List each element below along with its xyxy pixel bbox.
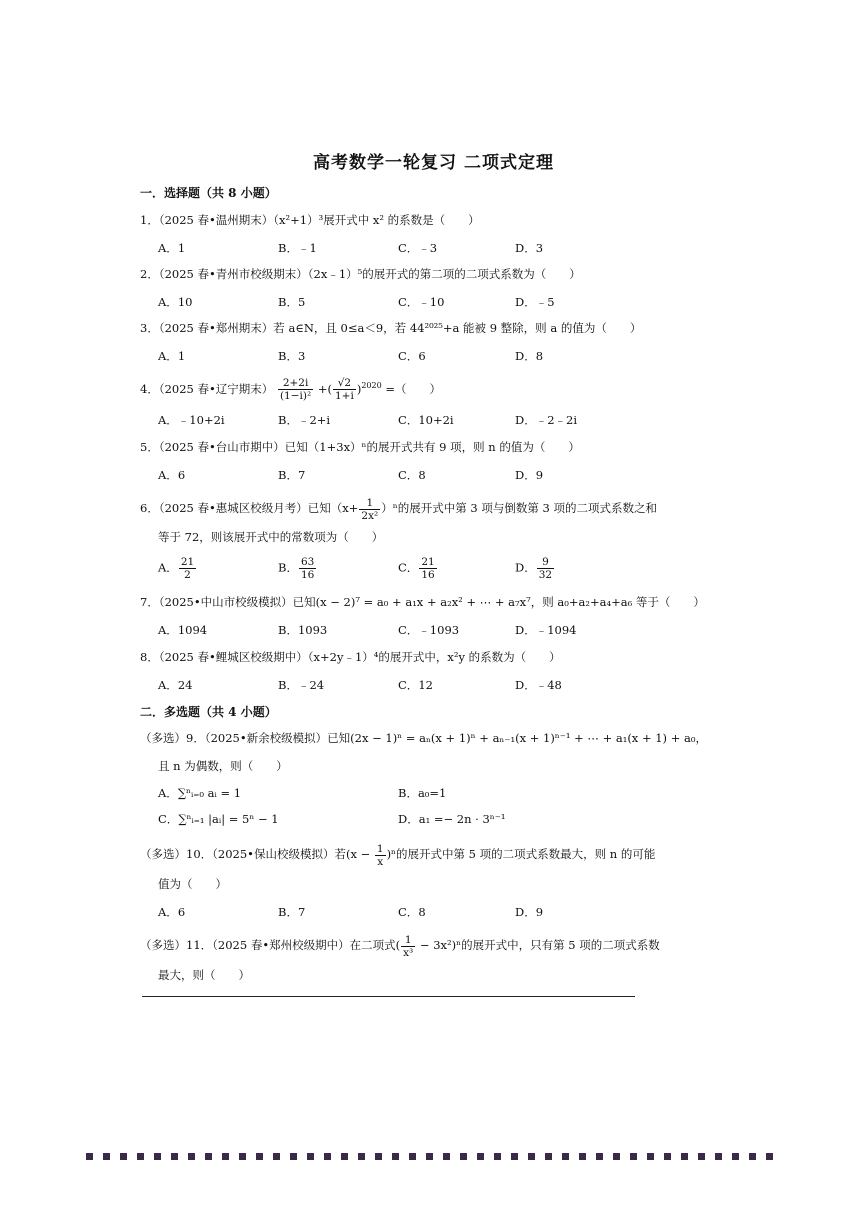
option-c: C．﹣1093 <box>398 623 460 637</box>
footer-dot <box>545 1153 552 1160</box>
footer-dot <box>698 1153 705 1160</box>
option-b: B．a₀=1 <box>398 786 447 800</box>
options-8 <box>158 677 678 697</box>
footer-dot <box>358 1153 365 1160</box>
option-d: D．﹣1094 <box>515 623 577 637</box>
footer-dot <box>647 1153 654 1160</box>
option-d: D．a₁ =− 2n · 3ⁿ⁻¹ <box>398 812 506 826</box>
option-c: C．6 <box>398 349 426 363</box>
option-b: B．3 <box>278 349 306 363</box>
footer-dot <box>341 1153 348 1160</box>
question-1: 1．（2025 春•温州期末）（x²+1）³展开式中 x² 的系数是（ ） <box>140 213 480 227</box>
footer-dot <box>477 1153 484 1160</box>
option-c: C．8 <box>398 468 426 482</box>
options-10 <box>158 904 678 924</box>
footer-dot <box>86 1153 93 1160</box>
option-a: A．6 <box>158 905 186 919</box>
option-b: B． $\frac{63}{16}$ <box>278 556 315 581</box>
question-5: 5．（2025 春•台山市期中）已知（1+3x）ⁿ的展开式共有 9 项，则 n 的值为（ ） <box>140 440 580 454</box>
fraction: $\frac{1}{\text{2x²}}$ <box>361 496 379 522</box>
footer-dot <box>766 1153 773 1160</box>
footer-dot <box>732 1153 739 1160</box>
footer-dot <box>290 1153 297 1160</box>
option-b: B．5 <box>278 295 306 309</box>
footer-dot <box>307 1153 314 1160</box>
option-b: B．﹣24 <box>278 678 325 692</box>
footer-dot <box>324 1153 331 1160</box>
footer-dot <box>681 1153 688 1160</box>
footer-dot <box>443 1153 450 1160</box>
question-10-line2: 值为（ ） <box>158 877 227 891</box>
footer-dot <box>426 1153 433 1160</box>
options-9-row2 <box>158 811 678 831</box>
option-a: A．1 <box>158 349 186 363</box>
footer-dot <box>579 1153 586 1160</box>
question-3: 3．（2025 春•郑州期末）若 a∈N，且 0≤a＜9，若 44²⁰²⁵+a 能被 9 整除，则 a 的值为（ ） <box>140 321 642 335</box>
fraction: $\frac{√2}{1+i}$ <box>335 377 354 403</box>
footer-dot <box>188 1153 195 1160</box>
options-4 <box>158 412 678 432</box>
option-b: B．1093 <box>278 623 328 637</box>
question-9-line2: 且 n 为偶数，则（ ） <box>158 759 288 773</box>
option-a: A．24 <box>158 678 193 692</box>
option-a: A．1094 <box>158 623 208 637</box>
page-title: 高考数学一轮复习 二项式定理 <box>313 153 554 173</box>
footer-dot <box>613 1153 620 1160</box>
question-8: 8．（2025 春•鲤城区校级期中）（x+2y﹣1）⁴的展开式中，x²y 的系数为（ ） <box>140 650 561 664</box>
footer-dot <box>392 1153 399 1160</box>
options-5 <box>158 467 678 487</box>
option-d: D．9 <box>515 905 544 919</box>
option-b: B．﹣1 <box>278 241 317 255</box>
question-6: 6．（2025 春•惠城区校级月考）已知（x+ $\frac{1}{\text{2x²}}$ ）ⁿ的展开式中第 3 项与倒数第 3 项的二项式系数之和 <box>140 496 657 522</box>
fraction: $\frac{2+2i}{\text{(1−i)²}}$ <box>279 377 312 403</box>
option-c: C．10+2i <box>398 413 454 427</box>
fraction: $\frac{1}{x}$ <box>376 842 384 868</box>
question-2: 2．（2025 春•青州市校级期末）（2x﹣1）⁵的展开式的第二项的二项式系数为（ ） <box>140 267 581 281</box>
option-a: A．1 <box>158 241 186 255</box>
footer-dot <box>222 1153 229 1160</box>
footer-dot <box>171 1153 178 1160</box>
footer-dot <box>375 1153 382 1160</box>
question-7: 7．（2025•中山市校级模拟）已知(x − 2)⁷ = a₀ + a₁x + a₂x² + ⋯ + a₇x⁷，则 a₀+a₂+a₄+a₆ 等于（ ） <box>140 595 705 609</box>
footer-dot <box>256 1153 263 1160</box>
footer-dot <box>205 1153 212 1160</box>
option-b: B．﹣2+i <box>278 413 331 427</box>
question-4: 4．（2025 春•辽宁期末） $\frac{2+2i}{\text{(1−i)²}}$ +( $\frac{√2}{1+i}$ )$^{2020}$ =（ ） <box>140 377 441 403</box>
option-b: B．7 <box>278 468 306 482</box>
options-1 <box>158 240 678 260</box>
option-d: D．﹣2﹣2i <box>515 413 578 427</box>
option-d: D．﹣48 <box>515 678 562 692</box>
option-d: D． $\frac{9}{32}$ <box>515 556 553 581</box>
footer-dot <box>460 1153 467 1160</box>
option-d: D．9 <box>515 468 544 482</box>
options-3 <box>158 348 678 368</box>
option-c: C．﹣3 <box>398 241 438 255</box>
footer-dot <box>630 1153 637 1160</box>
footer-dot <box>528 1153 535 1160</box>
option-d: D．﹣5 <box>515 295 555 309</box>
option-d: D．3 <box>515 241 544 255</box>
question-11-line2: 最大，则（ ） <box>158 968 250 982</box>
options-2 <box>158 294 678 314</box>
option-c: C．12 <box>398 678 433 692</box>
options-6 <box>158 556 678 586</box>
footer-dot <box>239 1153 246 1160</box>
question-10: （多选）10．（2025•保山校级模拟）若(x − $\frac{1}{x}$ )ⁿ的展开式中第 5 项的二项式系数最大，则 n 的可能 <box>140 842 656 868</box>
footer-dot <box>664 1153 671 1160</box>
option-d: D．8 <box>515 349 544 363</box>
footer-dot <box>120 1153 127 1160</box>
divider-line <box>142 996 635 997</box>
options-9-row1 <box>158 785 678 805</box>
footer-dot <box>596 1153 603 1160</box>
footer-dot <box>409 1153 416 1160</box>
option-c: C． $\frac{21}{16}$ <box>398 556 435 581</box>
question-6-line2: 等于 72，则该展开式中的常数项为（ ） <box>158 530 384 544</box>
question-11: （多选）11．（2025 春•郑州校级期中）在二项式( $\frac{1}{\text{x³}}$ − 3x²)ⁿ的展开式中，只有第 5 项的二项式系数 <box>140 933 660 959</box>
option-a: A．﹣10+2i <box>158 413 225 427</box>
footer-dot <box>273 1153 280 1160</box>
option-c: C．﹣10 <box>398 295 445 309</box>
fraction: $\frac{1}{\text{x³}}$ <box>403 933 414 959</box>
option-c: C．∑ⁿᵢ₌₁ |aᵢ| = 5ⁿ − 1 <box>158 812 279 826</box>
footer-dot <box>511 1153 518 1160</box>
section-heading-single: 一．选择题（共 8 小题） <box>140 186 277 200</box>
footer-dot <box>103 1153 110 1160</box>
option-a: A．∑ⁿᵢ₌₀ aᵢ = 1 <box>158 786 242 800</box>
option-a: A．6 <box>158 468 186 482</box>
footer-dot <box>494 1153 501 1160</box>
options-7 <box>158 622 678 642</box>
option-c: C．8 <box>398 905 426 919</box>
footer-dot <box>562 1153 569 1160</box>
footer-dot <box>154 1153 161 1160</box>
footer-dot <box>137 1153 144 1160</box>
option-a: A． $\frac{21}{2}$ <box>158 556 195 581</box>
question-9: （多选）9．（2025•新余校级模拟）已知(2x − 1)ⁿ = aₙ(x + 1)ⁿ + aₙ₋₁(x + 1)ⁿ⁻¹ + ⋯ + a₁(x + 1) + a₀， <box>140 731 707 745</box>
footer-dot <box>749 1153 756 1160</box>
footer-dot <box>715 1153 722 1160</box>
option-b: B．7 <box>278 905 306 919</box>
section-heading-multi: 二．多选题（共 4 小题） <box>140 705 277 719</box>
option-a: A．10 <box>158 295 193 309</box>
footer-dot-border <box>86 1153 786 1163</box>
